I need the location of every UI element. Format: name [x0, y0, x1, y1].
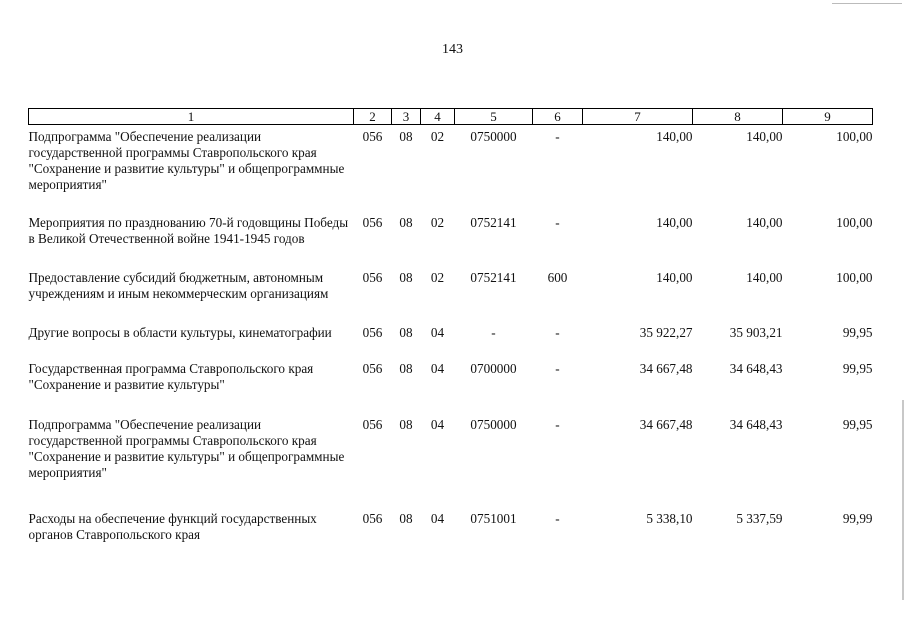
- cell-section: 08: [399, 360, 413, 376]
- table-row: [29, 361, 873, 417]
- cell-expense-type: -: [555, 360, 560, 376]
- cell-expense-type: 600: [547, 269, 568, 285]
- cell-subsection: 04: [430, 416, 445, 432]
- cell-section: 08: [399, 214, 413, 230]
- column-header-1: 1: [29, 109, 354, 125]
- column-number-row: [29, 109, 873, 125]
- cell-expense-type: -: [555, 324, 560, 340]
- cell-ministry-code: 056: [362, 214, 383, 230]
- cell-planned-amount: 5 338,10: [646, 510, 693, 526]
- cell-execution-percent: 99,99: [842, 510, 873, 526]
- cell-ministry-code: 056: [362, 510, 383, 526]
- cell-subsection: 02: [430, 214, 445, 230]
- page-number: 143: [442, 42, 463, 57]
- cell-section: 08: [399, 129, 413, 144]
- cell-subsection: 02: [430, 129, 445, 144]
- table-row: [29, 270, 873, 325]
- cell-executed-amount: 140,00: [746, 214, 783, 230]
- cell-target-article: 0750000: [470, 416, 517, 432]
- cell-planned-amount: 140,00: [656, 214, 693, 230]
- cell-execution-percent: 99,95: [842, 360, 873, 376]
- cell-ministry-code: 056: [362, 269, 383, 285]
- cell-target-article: 0750000: [470, 129, 517, 144]
- cell-expense-type: -: [555, 510, 560, 526]
- cell-planned-amount: 140,00: [656, 129, 693, 144]
- column-header-5: 5: [455, 109, 533, 125]
- cell-section: 08: [399, 416, 413, 432]
- scan-artifact-line: [832, 0, 902, 4]
- cell-section: 08: [399, 269, 413, 285]
- column-header-8: 8: [693, 109, 783, 125]
- cell-planned-amount: 35 922,27: [639, 324, 693, 340]
- cell-target-article: 0752141: [470, 269, 517, 285]
- cell-expense-type: -: [555, 129, 560, 144]
- table-row: [29, 511, 873, 551]
- budget-execution-table: [28, 108, 873, 551]
- cell-target-article: 0752141: [470, 214, 517, 230]
- cell-target-article: 0751001: [470, 510, 517, 526]
- cell-ministry-code: 056: [362, 324, 383, 340]
- cell-executed-amount: 35 903,21: [729, 324, 783, 340]
- cell-target-article: 0700000: [470, 360, 517, 376]
- table-row: [29, 325, 873, 361]
- column-header-7: 7: [583, 109, 693, 125]
- row-name: Мероприятия по празднованию 70-й годовщины Победы в Великой Отечественной войне 1941-1945 годов: [28, 214, 349, 246]
- cell-execution-percent: 99,95: [842, 324, 873, 340]
- cell-executed-amount: 5 337,59: [736, 510, 783, 526]
- cell-section: 08: [399, 510, 413, 526]
- column-header-2: 2: [354, 109, 392, 125]
- row-name: Расходы на обеспечение функций государственных органов Ставропольского края: [28, 510, 317, 542]
- cell-subsection: 04: [430, 360, 445, 376]
- cell-execution-percent: 99,95: [842, 416, 873, 432]
- column-header-6: 6: [533, 109, 583, 125]
- row-name: Государственная программа Ставропольского края "Сохранение и развитие культуры": [28, 360, 314, 392]
- column-header-9: 9: [783, 109, 873, 125]
- cell-ministry-code: 056: [362, 129, 383, 144]
- table-row: [29, 417, 873, 511]
- row-name: Предоставление субсидий бюджетным, автономным учреждениям и иным некоммерческим организациям: [28, 269, 329, 301]
- row-name: Подпрограмма "Обеспечение реализации государственной программы Ставропольского края "Сохранение и развитие культуры" и общепрограммные мероприятия": [28, 416, 345, 480]
- table-row: [29, 125, 873, 215]
- cell-executed-amount: 140,00: [746, 129, 783, 144]
- column-header-3: 3: [392, 109, 421, 125]
- cell-target-article: -: [491, 324, 496, 340]
- table-row: [29, 215, 873, 270]
- cell-subsection: 02: [430, 269, 445, 285]
- cell-executed-amount: 34 648,43: [729, 416, 783, 432]
- cell-expense-type: -: [555, 416, 560, 432]
- cell-executed-amount: 140,00: [746, 269, 783, 285]
- cell-subsection: 04: [430, 324, 445, 340]
- cell-ministry-code: 056: [362, 360, 383, 376]
- cell-ministry-code: 056: [362, 416, 383, 432]
- cell-execution-percent: 100,00: [836, 214, 873, 230]
- cell-planned-amount: 34 667,48: [639, 360, 693, 376]
- cell-executed-amount: 34 648,43: [729, 360, 783, 376]
- cell-planned-amount: 34 667,48: [639, 416, 693, 432]
- cell-planned-amount: 140,00: [656, 269, 693, 285]
- row-name: Подпрограмма "Обеспечение реализации государственной программы Ставропольского края "Сохранение и развитие культуры" и общепрограммные мероприятия": [28, 129, 345, 192]
- row-name: Другие вопросы в области культуры, кинематографии: [28, 324, 332, 340]
- cell-subsection: 04: [430, 510, 445, 526]
- column-header-4: 4: [421, 109, 455, 125]
- cell-execution-percent: 100,00: [836, 269, 873, 285]
- cell-section: 08: [399, 324, 413, 340]
- cell-execution-percent: 100,00: [836, 129, 873, 144]
- cell-expense-type: -: [555, 214, 560, 230]
- scan-edge-shadow: [902, 400, 904, 600]
